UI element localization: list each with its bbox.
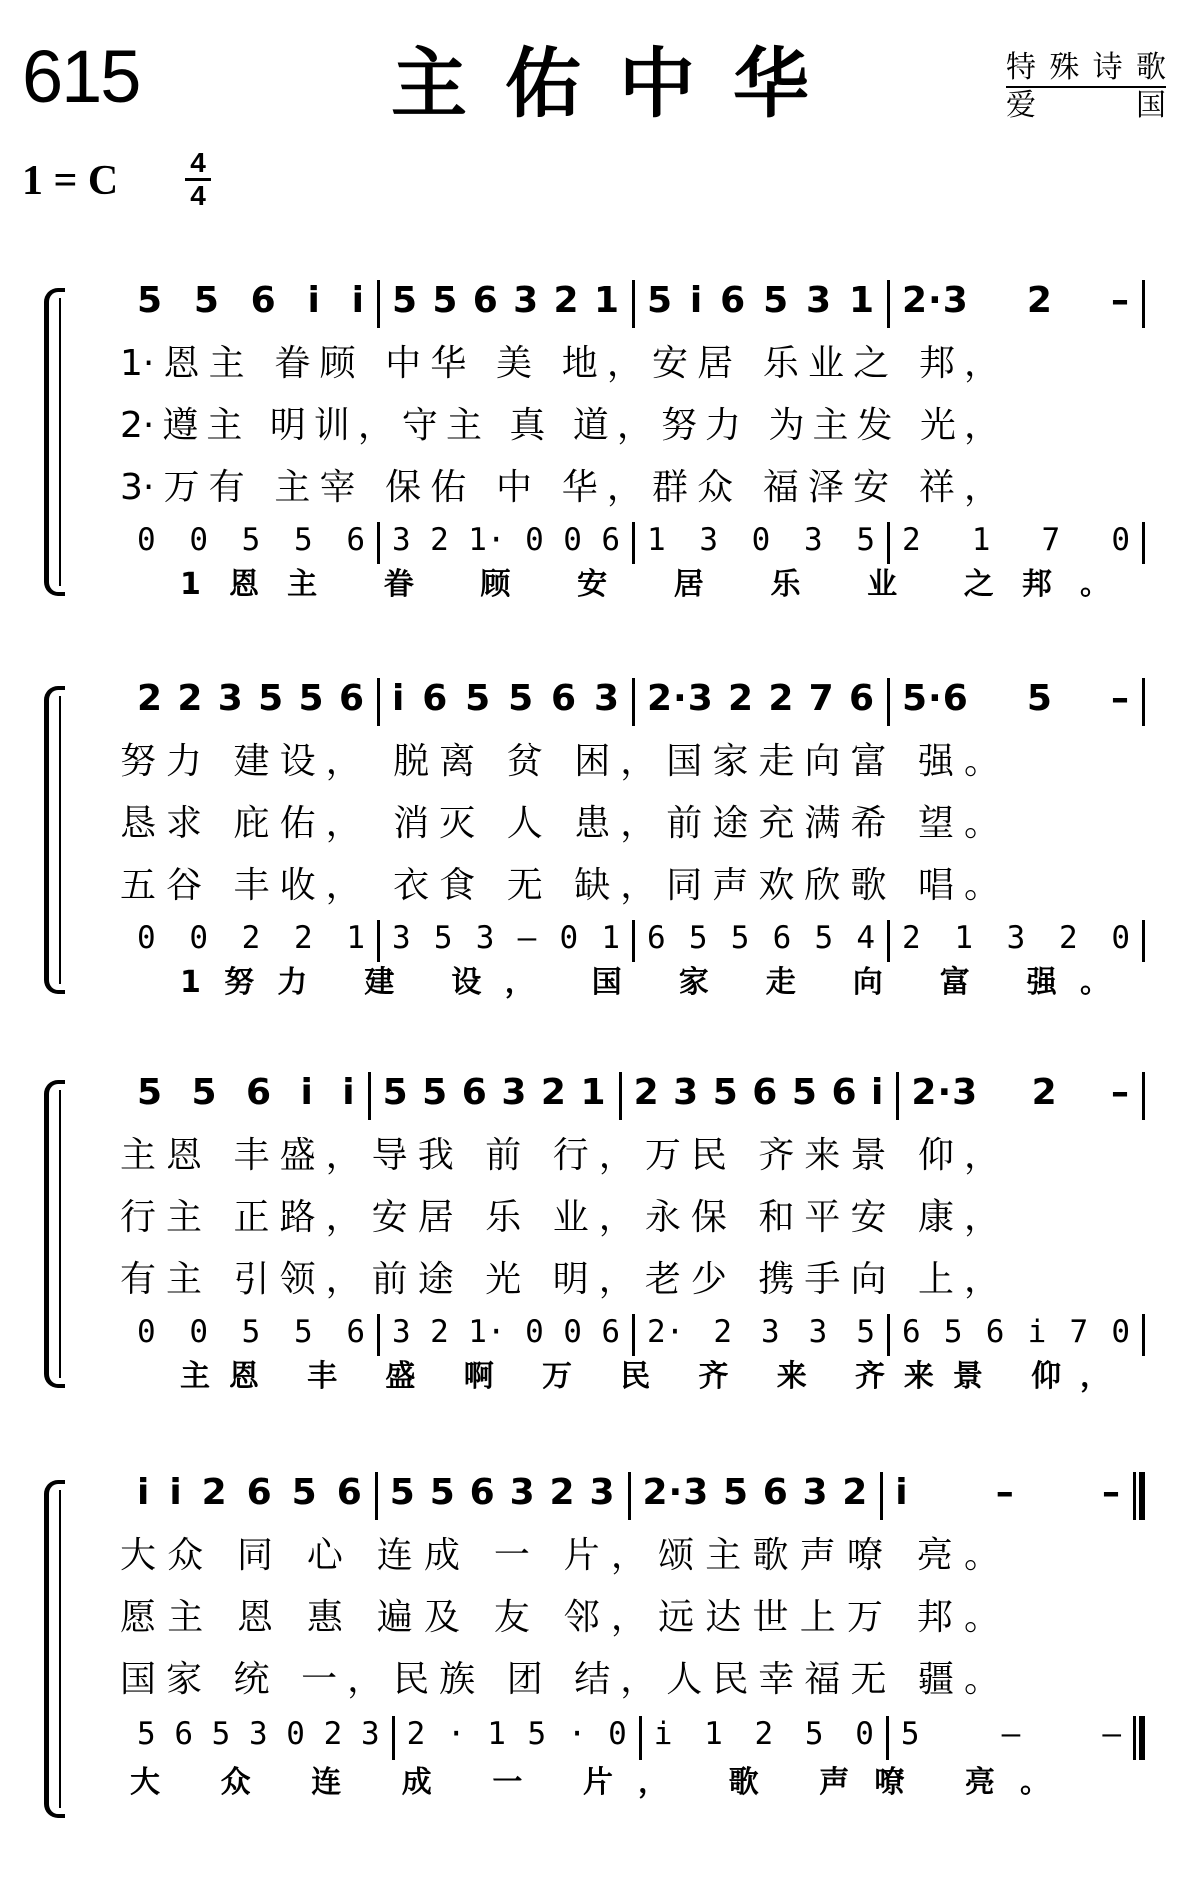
verse-line-1: 1·恩主 眷顾 中华 美 地，安居 乐业之 邦， [120, 343, 1000, 384]
measure: 2 · 1 5 · 0 [406, 1716, 627, 1752]
melody-line [125, 1472, 1145, 1520]
measure: 1 3 0 3 5 [647, 522, 875, 558]
measure: 5 i 6 5 3 1 [647, 280, 875, 321]
measure: 2· 2 3 3 5 [647, 1314, 875, 1350]
verse-line-3: 有主 引领，前途 光 明，老少 携手向 上， [120, 1259, 1000, 1300]
measure: i 6 5 5 6 3 [392, 678, 620, 719]
verse-line-2: 2·遵主 明训，守主 真 道，努力 为主发 光， [120, 405, 1000, 446]
key-signature: 1 = C [22, 158, 119, 204]
measure: 2 1 7 0 [902, 522, 1130, 558]
verse-line-2: 行主 正路，安居 乐 业，永保 和平安 康， [120, 1197, 1000, 1238]
barline [1142, 920, 1145, 962]
alto-line [125, 522, 1145, 564]
category-line-2: 爱 国 [1006, 88, 1166, 123]
measure: 0 0 5 5 6 [137, 1314, 365, 1350]
measure: i – – [895, 1472, 1121, 1513]
measure: 6 5 5 6 5 4 [647, 920, 875, 956]
measure: 2·3 2 2 7 6 [647, 678, 875, 719]
measure: 2 3 5 6 5 6 i [633, 1072, 885, 1113]
verse-line-1: 努力 建设， 脱离 贫 困，国家走向富 强。 [120, 741, 1000, 782]
measure: 5·6 5 – [902, 678, 1130, 719]
alto-lyrics: 大 众 连 成 一 片， 歌 声嘹 亮。 [130, 1765, 1050, 1800]
measure: i i 2 6 5 6 [137, 1472, 363, 1513]
verse-line-1: 主恩 丰盛，导我 前 行，万民 齐来景 仰， [120, 1135, 1000, 1176]
barline [1142, 1314, 1145, 1356]
time-signature-bottom: 4 [190, 180, 206, 211]
page-title: 主佑中华 [391, 39, 847, 128]
measure: 5 5 6 i i [137, 1072, 356, 1113]
measure: 2 1 3 2 0 [902, 920, 1130, 956]
alto-lyrics: 1恩主 眷 顾 安 居 乐 业 之邦。 [180, 567, 1110, 602]
system-brace [44, 686, 65, 994]
verse-line-2: 愿主 恩 惠 遍及 友 邻，远达世上万 邦。 [120, 1597, 1000, 1638]
system-brace [44, 288, 65, 596]
barline [1142, 678, 1145, 726]
melody-line [125, 678, 1145, 726]
melody-line [125, 1072, 1145, 1120]
measure: 5 5 6 3 2 1 [382, 1072, 607, 1113]
measure: 5 6 5 3 0 2 3 [137, 1716, 380, 1752]
final-barline [1133, 1716, 1145, 1760]
verse-line-3: 3·万有 主宰 保佑 中 华，群众 福泽安 祥， [120, 467, 1000, 508]
verse-line-1: 大众 同 心 连成 一 片，颂主歌声嘹 亮。 [120, 1535, 1000, 1576]
measure: 2·3 5 6 3 2 [642, 1472, 869, 1513]
verse-line-3: 国家 统 一，民族 团 结，人民幸福无 疆。 [120, 1659, 1000, 1700]
alto-line [125, 1314, 1145, 1356]
measure: 6 5 6 i 7 0 [902, 1314, 1130, 1350]
alto-lyrics: 主恩 丰 盛 啊 万 民 齐 来 齐来景 仰， [180, 1359, 1110, 1394]
measure: 3 5 3 – 0 1 [392, 920, 620, 956]
measure: 5 5 6 i i [137, 280, 365, 321]
alto-lyrics: 1努力 建 设， 国 家 走 向 富 强。 [180, 965, 1110, 1000]
measure: 5 – – [900, 1716, 1122, 1752]
time-signature [185, 148, 211, 211]
system-brace [44, 1480, 65, 1818]
measure: 0 0 2 2 1 [137, 920, 365, 956]
measure: i 1 2 5 0 [653, 1716, 874, 1752]
barline [1142, 280, 1145, 328]
hymn-number: 615 [22, 35, 140, 118]
verse-line-2: 恳求 庇佑， 消灭 人 患，前途充满希 望。 [120, 803, 1000, 844]
barline [1142, 522, 1145, 564]
measure: 3 2 1· 0 0 6 [392, 1314, 620, 1350]
final-barline [1133, 1472, 1145, 1520]
measure: 5 5 6 3 2 3 [389, 1472, 616, 1513]
measure: 5 5 6 3 2 1 [392, 280, 620, 321]
verse-line-3: 五谷 丰收， 衣食 无 缺，同声欢欣歌 唱。 [120, 865, 1000, 906]
measure: 3 2 1· 0 0 6 [392, 522, 620, 558]
time-signature-top: 4 [185, 148, 211, 181]
melody-line [125, 280, 1145, 328]
system-brace [44, 1080, 65, 1388]
barline [1142, 1072, 1145, 1120]
category-label [1006, 50, 1166, 124]
category-line-1: 特殊诗歌 [1006, 50, 1166, 88]
alto-line [125, 920, 1145, 962]
measure: 0 0 5 5 6 [137, 522, 365, 558]
measure: 2·3 2 – [911, 1072, 1130, 1113]
measure: 2·3 2 – [902, 280, 1130, 321]
alto-line [125, 1716, 1145, 1760]
measure: 2 2 3 5 5 6 [137, 678, 365, 719]
